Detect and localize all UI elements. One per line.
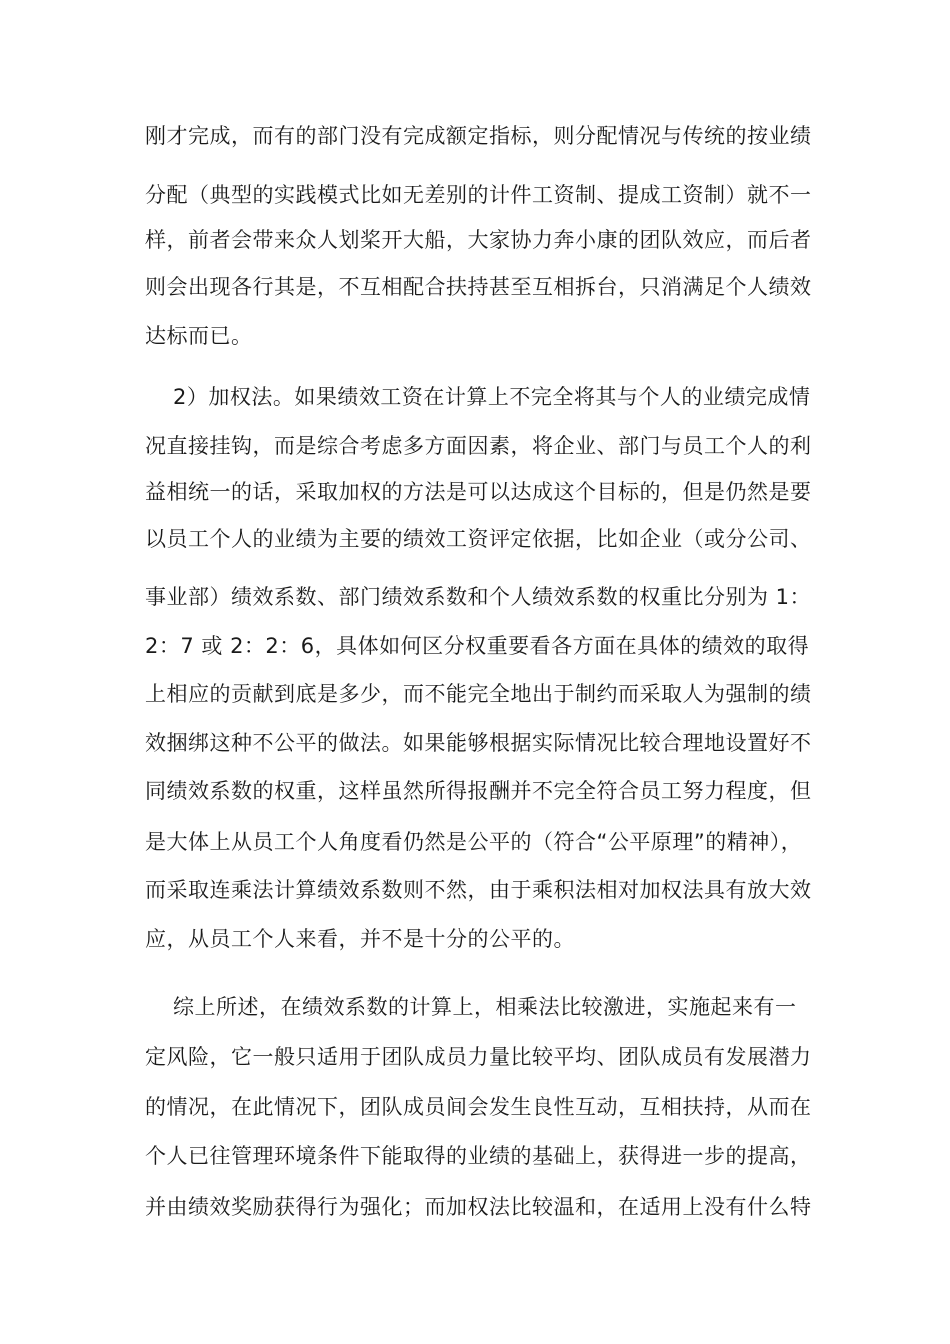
paragraph-2-line-5: 事业部）绩效系数、部门绩效系数和个人绩效系数的权重比分别为 1： [145,585,812,609]
paragraph-2-line-9: 同绩效系数的权重，这样虽然所得报酬并不完全符合员工努力程度，但 [145,779,812,803]
paragraph-2-line-8: 效捆绑这种不公平的做法。如果能够根据实际情况比较合理地设置好不 [145,731,812,755]
paragraph-2-line-6: 2：7 或 2：2：6，具体如何区分权重要看各方面在具体的绩效的取得 [145,634,810,658]
paragraph-2-line-11: 而采取连乘法计算绩效系数则不然，由于乘积法相对加权法具有放大效 [145,878,812,902]
paragraph-3-line-5: 并由绩效奖励获得行为强化；而加权法比较温和，在适用上没有什么特 [145,1195,812,1219]
paragraph-2-line-4: 以员工个人的业绩为主要的绩效工资评定依据，比如企业（或分公司、 [145,527,812,551]
paragraph-3-line-3: 的情况，在此情况下，团队成员间会发生良性互动，互相扶持，从而在 [145,1095,812,1119]
paragraph-2-line-1: 2）加权法。如果绩效工资在计算上不完全将其与个人的业绩完成情 [173,385,811,409]
paragraph-2-line-2: 况直接挂钩，而是综合考虑多方面因素，将企业、部门与员工个人的利 [145,434,812,458]
paragraph-1-line-4: 则会出现各行其是，不互相配合扶持甚至互相拆台，只消满足个人绩效 [145,275,812,299]
paragraph-1-line-5: 达标而已。 [145,324,253,348]
paragraph-2-line-10: 是大体上从员工个人角度看仍然是公平的（符合“公平原理”的精神）， [145,830,803,854]
paragraph-2-line-3: 益相统一的话，采取加权的方法是可以达成这个目标的，但是仍然是要 [145,480,812,504]
paragraph-2-line-7: 上相应的贡献到底是多少，而不能完全地出于制约而采取人为强制的绩 [145,682,812,706]
paragraph-3-line-2: 定风险，它一般只适用于团队成员力量比较平均、团队成员有发展潜力 [145,1045,812,1069]
paragraph-3-line-4: 个人已往管理环境条件下能取得的业绩的基础上，获得进一步的提高， [145,1144,812,1168]
paragraph-2-line-12: 应，从员工个人来看，并不是十分的公平的。 [145,927,575,951]
paragraph-1-line-2: 分配（典型的实践模式比如无差别的计件工资制、提成工资制）就不一 [145,183,812,207]
paragraph-3-line-1: 综上所述，在绩效系数的计算上，相乘法比较激进，实施起来有一 [173,995,797,1019]
paragraph-1-line-3: 样，前者会带来众人划桨开大船，大家协力奔小康的团队效应，而后者 [145,228,812,252]
paragraph-1-line-1: 刚才完成，而有的部门没有完成额定指标，则分配情况与传统的按业绩 [145,124,812,148]
